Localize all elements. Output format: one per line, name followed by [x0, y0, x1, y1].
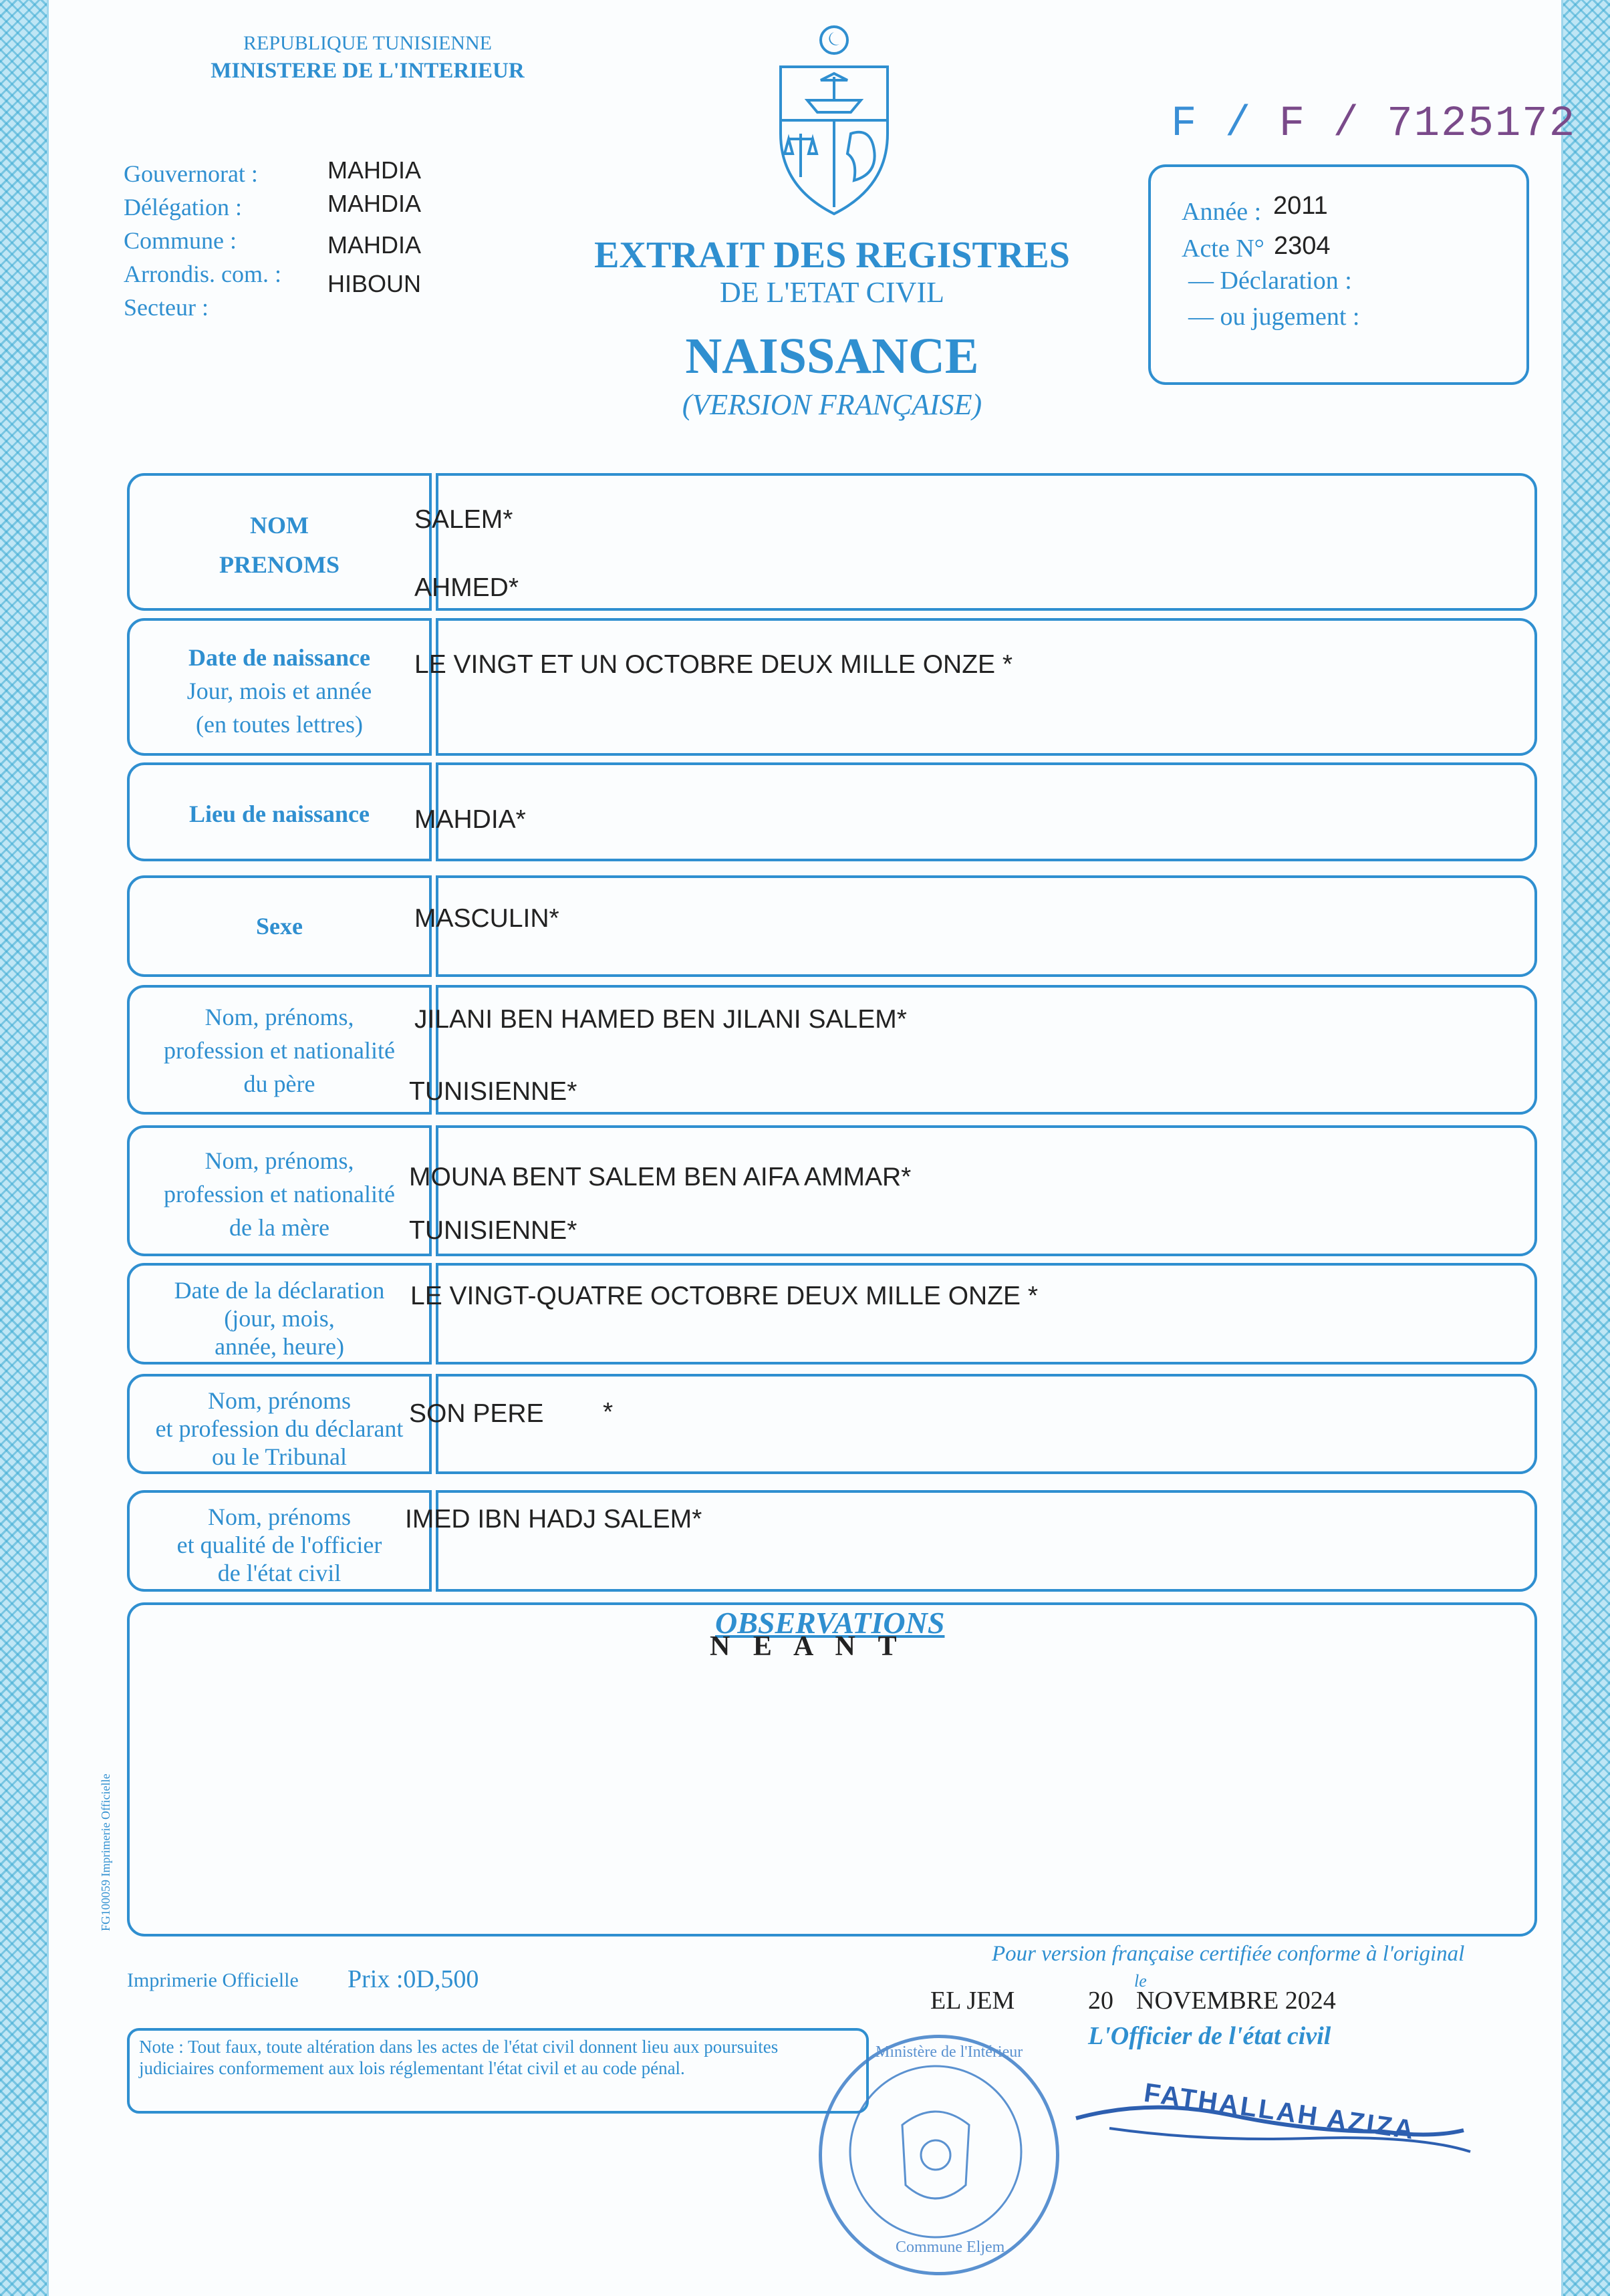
value-sex: MASCULIN*: [414, 904, 559, 933]
stamp-emblem-icon: [822, 2038, 1049, 2265]
issue-date-le: le: [1134, 1971, 1147, 1991]
label-mother-2: profession et nationalité: [164, 1181, 395, 1207]
label-father-3: du père: [243, 1070, 315, 1097]
price-label: Prix :0D,500: [348, 1965, 479, 1993]
value-surname: SALEM*: [414, 505, 513, 534]
label-declarant-2: et profession du déclarant: [155, 1415, 404, 1442]
legal-note: Note : Tout faux, toute altération dans les actes de l'état civil donnent lieu aux poursuites judiciaires conformement aux lois réglementant l'état civil et au code pénal.: [127, 2028, 869, 2114]
year-value: 2011: [1273, 192, 1328, 220]
officer-title: L'Officier de l'état civil: [1088, 2022, 1331, 2050]
value-father-name: JILANI BEN HAMED BEN JILANI SALEM*: [414, 1005, 907, 1034]
label-declarant-1: Nom, prénoms: [208, 1387, 351, 1414]
row-birth-place: [127, 762, 1537, 861]
admin-label-gouvernorat: Gouvernorat :: [124, 160, 258, 187]
label-birth-place: Lieu de naissance: [188, 801, 370, 827]
label-mother-3: de la mère: [229, 1214, 329, 1241]
row-divider: [429, 618, 438, 756]
year-label: Année :: [1182, 198, 1262, 226]
certified-statement: Pour version française certifiée conforme à l'original: [992, 1942, 1465, 1966]
value-declarant: SON PERE: [409, 1399, 544, 1428]
value-mother-nationality: TUNISIENNE*: [409, 1216, 577, 1245]
label-officer-1: Nom, prénoms: [208, 1503, 351, 1530]
document-title: EXTRAIT DES REGISTRES: [594, 235, 1070, 276]
document-subtitle: DE L'ETAT CIVIL: [720, 276, 944, 309]
value-first-name: AHMED*: [414, 573, 519, 602]
label-officer-3: de l'état civil: [217, 1560, 342, 1586]
observations-value: N E A N T: [710, 1631, 905, 1662]
admin-label-arrondissement: Arrondis. com. :: [124, 261, 281, 287]
observations-title: OBSERVATIONS: [715, 1606, 945, 1640]
label-declaration-date-1: Date de la déclaration: [174, 1277, 385, 1304]
label-birth-date-words: (en toutes lettres): [196, 711, 363, 738]
republic-heading: REPUBLIQUE TUNISIENNE: [243, 32, 492, 54]
decorative-border-left: [0, 0, 49, 2296]
act-number-label: Acte N°: [1182, 235, 1264, 263]
label-officer-2: et qualité de l'officier: [176, 1532, 382, 1558]
ministry-heading: MINISTERE DE L'INTERIEUR: [211, 59, 525, 83]
row-birth-date: [127, 618, 1537, 756]
row-declarant: [127, 1374, 1537, 1474]
label-birth-date: Date de naissance: [188, 644, 370, 671]
admin-value-gouvernorat: MAHDIA: [327, 156, 422, 184]
signature-name: FATHALLAH AZIZA: [1142, 2077, 1418, 2146]
admin-label-delegation: Délégation :: [124, 194, 242, 221]
decorative-border-right: [1561, 0, 1610, 2296]
judgment-label: — ou jugement :: [1188, 303, 1360, 331]
act-type-title: NAISSANCE: [685, 328, 979, 384]
row-name: [127, 473, 1537, 611]
label-declaration-date-3: année, heure): [215, 1333, 344, 1360]
printer-label: Imprimerie Officielle: [127, 1969, 299, 1991]
admin-label-commune: Commune :: [124, 227, 237, 254]
row-divider: [429, 1263, 438, 1365]
admin-value-arrondissement: HIBOUN: [327, 270, 422, 297]
value-birth-date: LE VINGT ET UN OCTOBRE DEUX MILLE ONZE *: [414, 650, 1013, 679]
serial-number-value: F / 7125172: [1279, 100, 1577, 148]
coat-of-arms-icon: [767, 20, 901, 221]
issue-place: EL JEM: [930, 1987, 1015, 2015]
declaration-label: — Déclaration :: [1188, 267, 1352, 295]
version-label: (VERSION FRANÇAISE): [682, 388, 982, 421]
side-imprint: FG100059 Imprimerie Officielle: [99, 1773, 112, 1931]
signature: [1069, 2078, 1484, 2178]
label-declarant-3: ou le Tribunal: [211, 1443, 348, 1470]
label-birth-date-detail: Jour, mois et année: [186, 678, 372, 704]
label-declaration-date-2: (jour, mois,: [224, 1305, 335, 1332]
issue-day: 20: [1088, 1987, 1113, 2015]
value-officer: IMED IBN HADJ SALEM*: [405, 1505, 702, 1534]
label-nom: NOM: [250, 512, 309, 539]
admin-value-commune: MAHDIA: [327, 231, 422, 259]
serial-number: F / F / 7125172: [1171, 100, 1577, 148]
label-father-2: profession et nationalité: [164, 1037, 395, 1064]
label-prenoms: PRENOMS: [219, 551, 340, 578]
label-mother-1: Nom, prénoms,: [205, 1147, 354, 1174]
admin-label-secteur: Secteur :: [124, 294, 209, 321]
row-officer: [127, 1490, 1537, 1592]
row-sex: [127, 875, 1537, 977]
row-declaration-date: [127, 1263, 1537, 1365]
value-father-nationality: TUNISIENNE*: [409, 1077, 577, 1106]
label-sex: Sexe: [256, 913, 303, 940]
value-mother-name: MOUNA BENT SALEM BEN AIFA AMMAR*: [409, 1163, 912, 1191]
issue-month-year: NOVEMBRE 2024: [1136, 1987, 1336, 2015]
value-birth-place: MAHDIA*: [414, 805, 526, 834]
signature-scribble-icon: [1069, 2078, 1484, 2178]
official-stamp: [819, 2035, 1059, 2275]
label-father-1: Nom, prénoms,: [205, 1004, 354, 1030]
admin-value-delegation: MAHDIA: [327, 190, 422, 217]
act-number-value: 2304: [1274, 232, 1331, 260]
stamp-bottom-text: Commune Eljem: [896, 2239, 1005, 2256]
value-declarant-asterisk: *: [603, 1398, 614, 1427]
value-declaration-date: LE VINGT-QUATRE OCTOBRE DEUX MILLE ONZE *: [410, 1282, 1039, 1310]
stamp-top-text: Ministère de l'Intérieur: [876, 2043, 1023, 2061]
